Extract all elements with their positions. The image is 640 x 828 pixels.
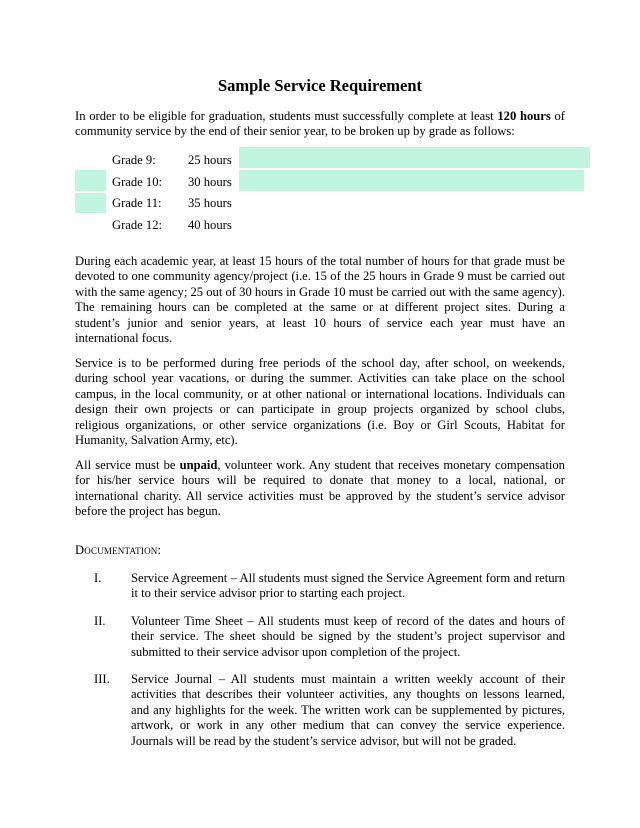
grade-hours: 35 hours — [188, 196, 232, 210]
unpaid-paragraph — [75, 458, 565, 520]
item-text: Service Agreement – All students must signed the Service Agreement form and return it to their service advisor prior to starting each project. — [131, 571, 565, 601]
item-number: III. — [94, 672, 110, 686]
academic-year-paragraph: During each academic year, at least 15 hours of the total number of hours for that grade must be devoted to one community agency/project (i.e. 15 of the 25 hours in Grade 9 must be carried out with the same agency; 25 out of 30 hours in Grade 10 must be carried out with the same agency). The remaining hours can be completed at the same or at different project sites. During a student’s junior and senior years, at least 10 hours of service each year must have an international focus. — [75, 254, 565, 346]
grade-hours: 25 hours — [188, 153, 232, 167]
grade-hours: 30 hours — [188, 175, 232, 189]
grade-label: Grade 12: — [112, 218, 163, 232]
item-text: Volunteer Time Sheet – All students must keep of record of the dates and hours of their service. The sheet should be signed by the student’s project supervisor and submitted to their service advisor upon completion of the project. — [131, 614, 565, 659]
unpaid-text-after: , volunteer work. Any student that receives monetary compensation for his/her service hours will be required to donate that money to a local, national, or international charity. All service activities must be approved by the student’s service advisor before the project has begun. — [75, 458, 565, 519]
highlight-band-grade-9 — [239, 147, 590, 168]
item-number: I. — [94, 571, 102, 585]
item-number: II. — [94, 614, 106, 628]
highlight-band-grade-10 — [239, 170, 584, 191]
grade-label: Grade 10: — [112, 175, 163, 189]
highlight-margin-grade-11 — [75, 193, 106, 213]
intro-paragraph — [75, 109, 565, 140]
intro-text-after: of community service by the end of their senior year, to be broken up by grade as follows: — [75, 109, 565, 139]
documentation-heading: Documentation: — [75, 543, 162, 557]
grade-label: Grade 9: — [112, 153, 156, 167]
service-times-paragraph: Service is to be performed during free periods of the school day, after school, on weekends, during school year vacations, or during the summer. Activities can take place on the school campus, in the local community, or at other national or international locations. Individuals can design their own projects or can participate in group projects organized by school clubs, religious organizations, or other service organizations (i.e. Boy or Girl Scouts, Habitat for Humanity, Salvation Army, etc). — [75, 356, 565, 448]
grade-hours: 40 hours — [188, 218, 232, 232]
highlight-margin-grade-10 — [75, 170, 106, 191]
intro-text-before: In order to be eligible for graduation, students must successfully complete at least — [75, 109, 498, 123]
unpaid-emphasis: unpaid — [179, 458, 218, 472]
intro-required-hours: 120 hours — [497, 109, 551, 123]
item-text: Service Journal – All students must maintain a written weekly account of their activities that describes their volunteer activities, any thoughts on lessons learned, and any highlights for the week. The written work can be supplemented by pictures, artwork, or work in any other medium that can convey the service experience. Journals will be read by the student’s service advisor, but will not be graded. — [131, 672, 565, 748]
grade-label: Grade 11: — [112, 196, 162, 210]
unpaid-text-before: All service must be — [75, 458, 180, 472]
page-title: Sample Service Requirement — [217, 76, 423, 95]
